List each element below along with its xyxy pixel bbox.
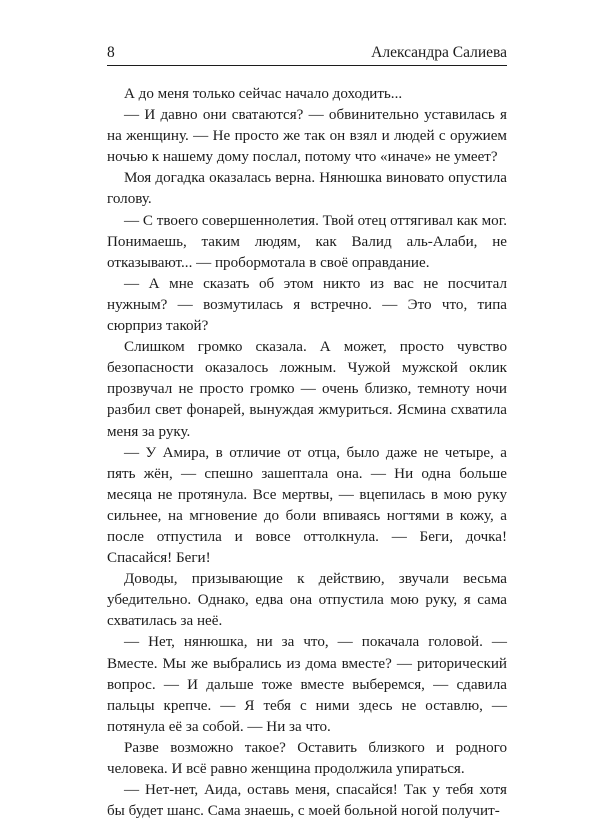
paragraph: Разве возможно такое? Оставить близкого и родного человека. И всё равно женщина продолжила упираться. bbox=[107, 739, 507, 777]
paragraph: — И давно они сватаются? — обвинительно уставилась я на женщину. — Не просто же так он взял и людей с оружием ночью к нашему дому послал, потому что «иначе» не умеет? bbox=[107, 107, 507, 166]
paragraph: — Нет, нянюшка, ни за что, — покачала головой. — Вместе. Мы же выбрались из дома вместе? — риторический вопрос. — И дальше тоже вместе выберемся, — сдавила пальцы крепче. — Я тебя с ними здесь не оставлю, — потянула её за собой. — Ни за что. bbox=[107, 634, 507, 735]
page-header bbox=[107, 40, 507, 66]
paragraph: А до меня только сейчас начало доходить... bbox=[124, 86, 403, 102]
paragraph: Слишком громко сказала. А может, просто чувство безопасности оказалось ложным. Чужой мужской оклик прозвучал не просто громко — очень близко, темноту ночи разбил свет фонарей, вынуждая жмуриться. Ясмина схватила меня за руку. bbox=[107, 339, 507, 440]
paragraph: — У Амира, в отличие от отца, было даже не четыре, а пять жён, — спешно зашептала она. — Ни одна больше месяца не протянула. Все мертвы, — вцепилась в мою руку сильнее, на мгновение до боли впиваясь ногтями в кожу, а после отпустила и вовсе оттолкнула. — Беги, дочка! Спасайся! Беги! bbox=[107, 444, 507, 567]
header-rule bbox=[107, 65, 507, 66]
paragraph: — А мне сказать об этом никто из вас не посчитал нужным? — возмутилась я встречно. — Это что, типа сюрприз такой? bbox=[107, 275, 507, 335]
running-head-author: Александра Салиева bbox=[371, 44, 507, 61]
body-text bbox=[107, 84, 507, 822]
page-number: 8 bbox=[107, 44, 115, 61]
paragraph: Моя догадка оказалась верна. Нянюшка виновато опустила голову. bbox=[107, 170, 507, 208]
paragraph: — Нет-нет, Аида, оставь меня, спасайся! Так у тебя хотя бы будет шанс. Сама знаешь, с моей больной ногой получит- bbox=[107, 782, 507, 820]
paragraph: Доводы, призывающие к действию, звучали весьма убедительно. Однако, едва она отпустила мою руку, я сама схватилась за неё. bbox=[107, 571, 507, 630]
paragraph: — С твоего совершеннолетия. Твой отец оттягивал как мог. Понимаешь, таким людям, как Валид аль-Алаби, не отказывают... — пробормотала в своё оправдание. bbox=[107, 212, 507, 271]
